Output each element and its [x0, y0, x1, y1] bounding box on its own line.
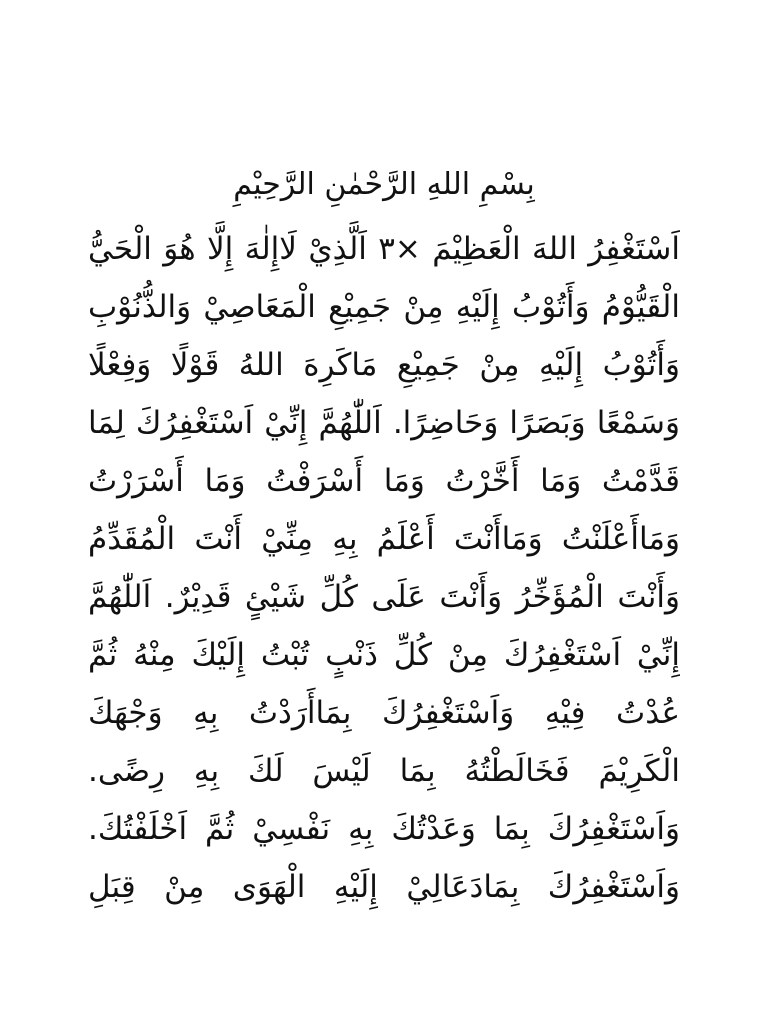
text-line: وَمَاأَعْلَنْتُ وَمَاأَنْتَ أَعْلَمُ بِهِ مِنِّيْ أَنْتَ الْمُقَدِّمُ [88, 521, 680, 557]
prayer-text [88, 220, 680, 916]
text-line: عُدْتُ فِيْهِ وَاَسْتَغْفِرُكَ بِمَاأَرَدْتُ بِهِ وَجْهَكَ [88, 695, 680, 731]
text-line: الْقَيُّوْمُ وَأَتُوْبُ إِلَيْهِ مِنْ جَمِيْعِ الْمَعَاصِيْ وَالذُّنُوْبِ [88, 289, 680, 325]
text-line: وَأَتُوْبُ إِلَيْهِ مِنْ جَمِيْعِ مَاكَرِهَ اللهُ قَوْلًا وَفِعْلًا [88, 347, 680, 383]
basmala-heading: بِسْمِ اللهِ الرَّحْمٰنِ الرَّحِيْمِ [233, 167, 535, 202]
text-line: اَسْتَغْفِرُ اللهَ الْعَظِيْمَ ×٣ اَلَّذِيْ لَاإِلٰهَ إِلَّا هُوَ الْحَيُّ [88, 231, 680, 267]
text-line: إِنِّيْ اَسْتَغْفِرُكَ مِنْ كُلِّ ذَنْبٍ تُبْتُ إِلَيْكَ مِنْهُ ثُمَّ [88, 637, 680, 673]
text-line: وَاَسْتَغْفِرُكَ بِمَا وَعَدْتُكَ بِهِ نَفْسِيْ ثُمَّ اَخْلَفْتُكَ. [88, 811, 680, 847]
text-line: الْكَرِيْمَ فَخَالَطْتُهُ بِمَا لَيْسَ لَكَ بِهِ رِضًى. [88, 753, 680, 789]
text-line: وَأَنْتَ الْمُؤَخِّرُ وَأَنْتَ عَلَى كُلِّ شَيْئٍ قَدِيْرٌ. اَللّٰهُمَّ [88, 579, 680, 615]
text-line: وَاَسْتَغْفِرُكَ بِمَادَعَالِيْ إِلَيْهِ الْهَوَى مِنْ قِبَلِ [88, 869, 680, 905]
text-line: وَسَمْعًا وَبَصَرًا وَحَاضِرًا. اَللّٰهُمَّ إِنِّيْ اَسْتَغْفِرُكَ لِمَا [88, 405, 680, 441]
text-line: قَدَّمْتُ وَمَا أَخَّرْتُ وَمَا أَسْرَفْتُ وَمَا أَسْرَرْتُ [88, 463, 680, 499]
